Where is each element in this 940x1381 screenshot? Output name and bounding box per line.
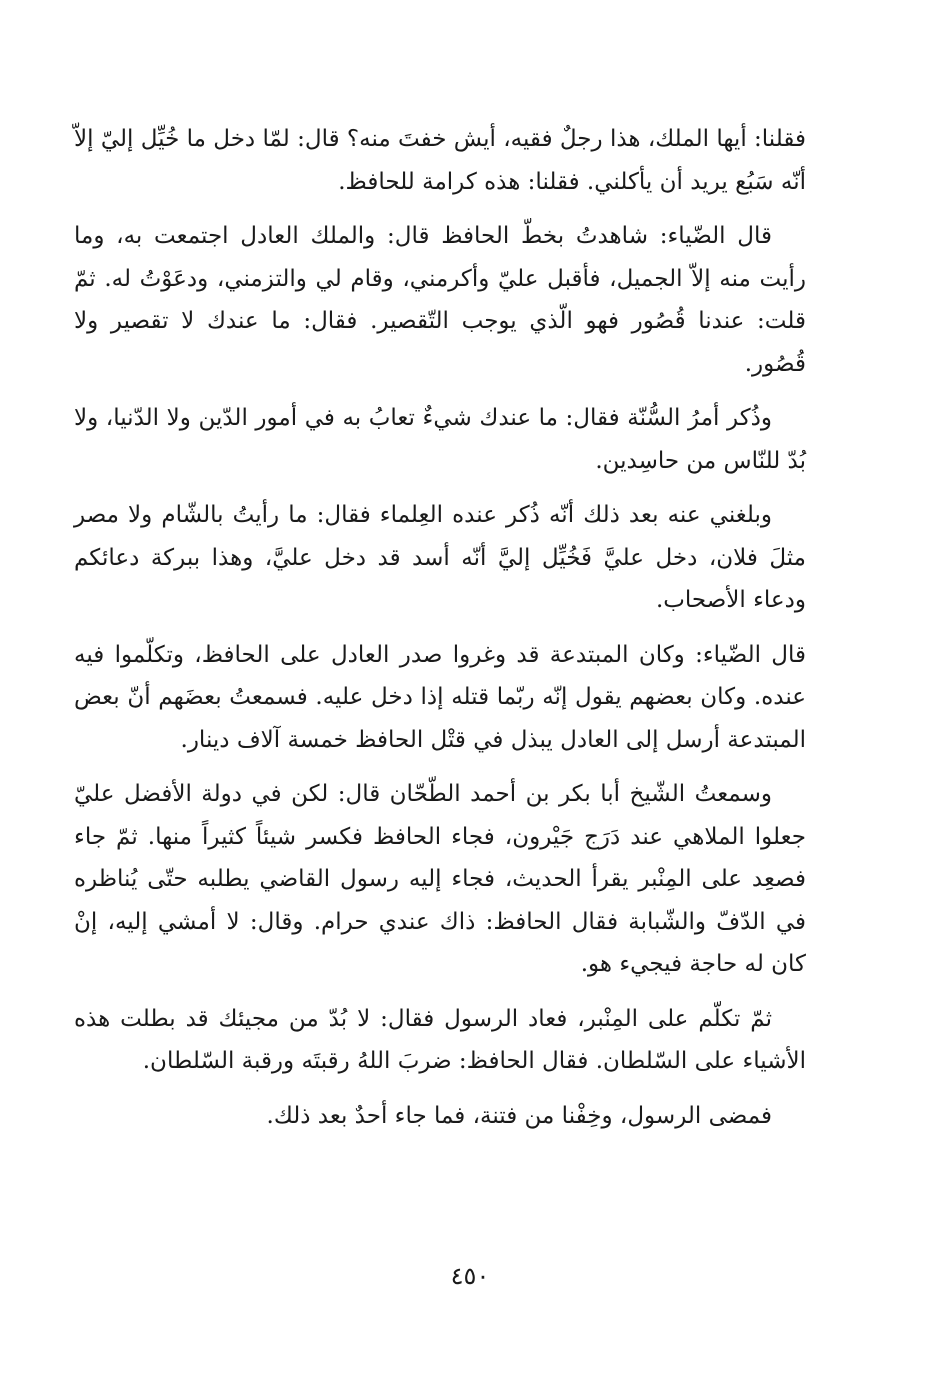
paragraph-2: قال الضّياء: شاهدتُ بخطّ الحافظ قال: والملك العادل اجتمعت به، وما رأيت منه إلاّ الجميل، فأقبل عليّ وأكرمني، وقام لي والتزمني، ودعَوْتُ له. ثمّ قلت: عندنا قُصُور فهو الّذي يوجب التّقصير. فقال: ما عندك لا تقصير ولا قُصُور. bbox=[74, 223, 806, 377]
paragraph-6: وسمعتُ الشّيخ أبا بكر بن أحمد الطّحّان قال: لكن في دولة الأفضل عليّ جعلوا الملاهي عند دَرَج جَيْرون، فجاء الحافظ فكسر شيئاً كثيراً منها. ثمّ جاء فصعِد على المِنْبر يقرأ الحديث، فجاء إليه رسول القاضي يطلبه حتّى يُناظره في الدّفّ والشّبابة فقال الحافظ: ذاك عندي حرام. وقال: لا أمشي إليه، إنْ كان له حاجة فيجيء هو. bbox=[74, 781, 806, 977]
paragraph-3: وذُكر أمرُ السُّنّة فقال: ما عندك شيءٌ تعابُ به في أمور الدّين ولا الدّنيا، ولا بُدّ للنّاس من حاسِدين. bbox=[74, 405, 806, 474]
paragraph-7: ثمّ تكلّم على المِنْبر، فعاد الرسول فقال: لا بُدّ من مجيئك قد بطلت هذه الأشياء على السّلطان. فقال الحافظ: ضربَ اللهُ رقبتَه ورقبة السّلطان. bbox=[74, 1005, 806, 1074]
body-text bbox=[74, 118, 806, 1149]
page-number: ٤٥٠ bbox=[450, 1262, 490, 1290]
paragraph-5: قال الضّياء: وكان المبتدعة قد وغروا صدر العادل على الحافظ، وتكلّموا فيه عنده. وكان بعضهم يقول إنّه ربّما قتله إذا دخل عليه. فسمعتُ بعضَهم أنّ بعض المبتدعة أرسل إلى العادل يبذل في قتْل الحافظ خمسة آلاف دينار. bbox=[74, 641, 806, 753]
paragraph-4: وبلغني عنه بعد ذلك أنّه ذُكر عنده العِلماء فقال: ما رأيتُ بالشّام ولا مصر مثلَ فلان، دخل عليَّ فَخُيِّل إليَّ أنّه أسد قد دخل عليَّ، وهذا ببركة دعائكم ودعاء الأصحاب. bbox=[74, 502, 806, 613]
paragraph-1: فقلنا: أيها الملك، هذا رجلٌ فقيه، أيش خفتَ منه؟ قال: لمّا دخل ما خُيِّل إليّ إلاّ أنّه سَبُع يريد أن يأكلني. فقلنا: هذه كرامة للحافظ. bbox=[74, 126, 806, 195]
paragraph-8: فمضى الرسول، وخِفْنا من فتنة، فما جاء أحدٌ بعد ذلك. bbox=[266, 1102, 772, 1129]
